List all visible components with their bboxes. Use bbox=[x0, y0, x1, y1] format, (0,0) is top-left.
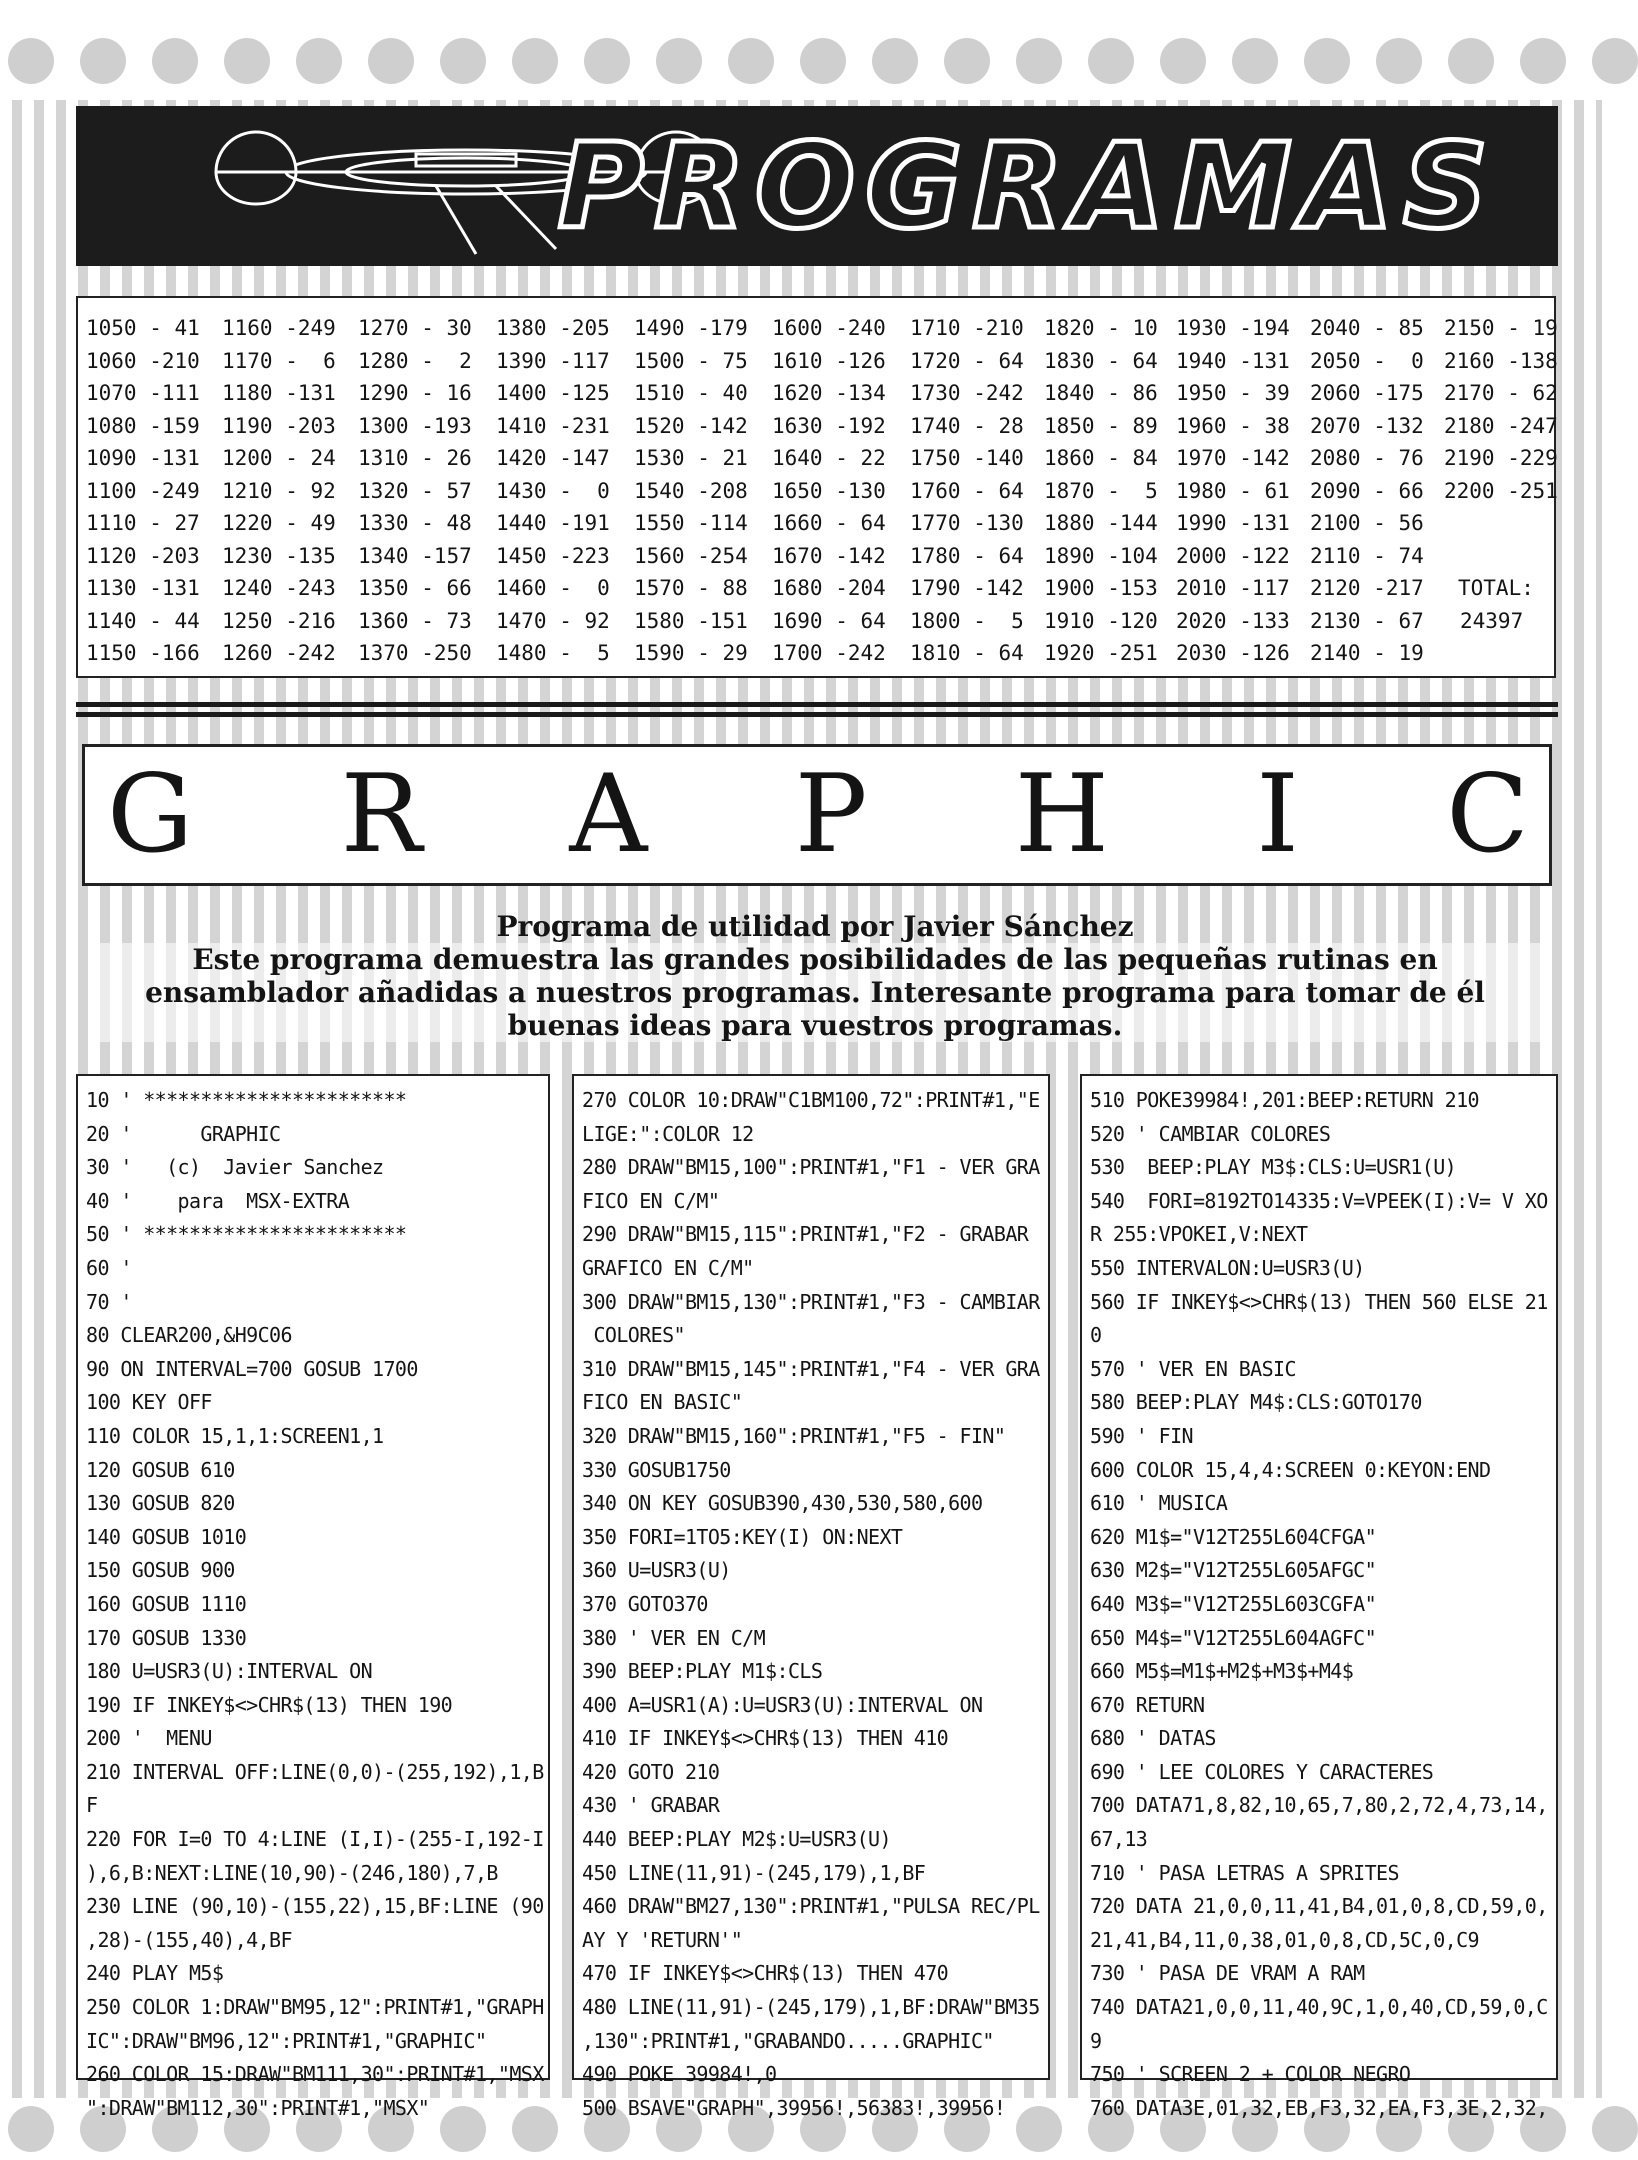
code-line: 680 ' DATAS bbox=[1090, 1726, 1216, 1751]
title-letter: H bbox=[1014, 752, 1109, 877]
code-line: 760 DATA3E,01,32,EB,F3,32,EA,F3,3E,2,32, bbox=[1090, 2095, 1548, 2120]
checksum-entry: 1590 - 29 bbox=[634, 641, 748, 665]
code-line: 40 ' para MSX-EXTRA bbox=[86, 1188, 350, 1213]
code-line: 200 ' MENU bbox=[86, 1726, 212, 1751]
checksum-entry: 2100 - 56 bbox=[1310, 511, 1424, 535]
checksum-entry: 1300 -193 bbox=[358, 413, 472, 438]
checksum-entry: 1110 - 27 bbox=[86, 511, 200, 535]
checksum-entry: 1090 -131 bbox=[86, 446, 200, 470]
code-line: 340 ON KEY GOSUB390,430,530,580,600 bbox=[582, 1491, 983, 1516]
code-line: IC":DRAW"BM96,12":PRINT#1,"GRAPHIC" bbox=[86, 2028, 487, 2053]
perforation-hole bbox=[152, 38, 198, 84]
code-line: 10 ' *********************** bbox=[86, 1088, 407, 1112]
code-line: 300 DRAW"BM15,130":PRINT#1,"F3 - CAMBIAR bbox=[582, 1289, 1040, 1314]
code-line: 9 bbox=[1090, 2028, 1102, 2053]
perforation-hole bbox=[1592, 2106, 1638, 2152]
code-line: 350 FORI=1TO5:KEY(I) ON:NEXT bbox=[582, 1524, 903, 1549]
checksum-entry: 1400 -125 bbox=[496, 381, 610, 405]
code-line: FICO EN C/M" bbox=[582, 1188, 720, 1213]
code-line: 50 ' *********************** bbox=[86, 1222, 407, 1247]
checksum-entry: 1970 -142 bbox=[1176, 446, 1290, 470]
code-line: 720 DATA 21,0,0,11,41,B4,01,0,8,CD,59,0, bbox=[1090, 1894, 1548, 1919]
checksum-entry: 1350 - 66 bbox=[358, 576, 472, 600]
checksum-column bbox=[496, 312, 610, 670]
checksum-entry: 1240 -243 bbox=[222, 576, 336, 600]
checksum-entry: 2120 -217 bbox=[1310, 576, 1424, 600]
code-line: 460 DRAW"BM27,130":PRINT#1,"PULSA REC/PL bbox=[582, 1894, 1040, 1919]
code-line: 420 GOTO 210 bbox=[582, 1759, 720, 1784]
code-line: LIGE:":COLOR 12 bbox=[582, 1121, 754, 1146]
code-line: 690 ' LEE COLORES Y CARACTERES bbox=[1090, 1759, 1434, 1784]
checksum-entry: 1060 -210 bbox=[86, 348, 200, 373]
checksum-column bbox=[222, 312, 336, 670]
perforation-hole bbox=[1304, 38, 1350, 84]
checksum-entry: 1600 -240 bbox=[772, 316, 886, 340]
checksum-entry: 1610 -126 bbox=[772, 348, 886, 373]
code-line: 180 U=USR3(U):INTERVAL ON bbox=[86, 1659, 373, 1684]
checksum-entry: 1370 -250 bbox=[358, 641, 472, 665]
checksum-entry: 1380 -205 bbox=[496, 316, 610, 340]
perforation-hole bbox=[1016, 38, 1062, 84]
checksum-entry: 1990 -131 bbox=[1176, 511, 1290, 535]
checksum-column bbox=[1310, 312, 1424, 670]
code-line: R 255:VPOKEI,V:NEXT bbox=[1090, 1222, 1308, 1247]
perforation-hole bbox=[80, 38, 126, 84]
checksum-entry: 2030 -126 bbox=[1176, 641, 1290, 665]
checksum-column bbox=[1176, 312, 1290, 670]
perforation-hole bbox=[944, 38, 990, 84]
author-line: Programa de utilidad por Javier Sánchez bbox=[496, 910, 1134, 943]
perforation-hole bbox=[1232, 38, 1278, 84]
checksum-entry: 2020 -133 bbox=[1176, 608, 1290, 633]
code-line: 750 ' SCREEN 2 + COLOR NEGRO bbox=[1090, 2062, 1411, 2087]
checksum-entry: 1360 - 73 bbox=[358, 608, 472, 633]
checksum-entry: 2190 -229 bbox=[1444, 446, 1558, 470]
checksum-entry: 1730 -242 bbox=[910, 381, 1024, 405]
checksum-entry: 1670 -142 bbox=[772, 543, 886, 568]
perforation-hole bbox=[512, 38, 558, 84]
checksum-entry: 1700 -242 bbox=[772, 641, 886, 665]
checksum-entry: 1680 -204 bbox=[772, 576, 886, 600]
code-line: 440 BEEP:PLAY M2$:U=USR3(U) bbox=[582, 1827, 891, 1852]
code-line: 0 bbox=[1090, 1323, 1102, 1348]
checksum-entry: 1310 - 26 bbox=[358, 446, 472, 470]
checksum-entry: 1560 -254 bbox=[634, 543, 748, 568]
code-line: 660 M5$=M1$+M2$+M3$+M4$ bbox=[1090, 1659, 1354, 1684]
perforation-hole bbox=[224, 38, 270, 84]
code-line: 330 GOSUB1750 bbox=[582, 1457, 731, 1482]
divider-rule bbox=[76, 712, 1558, 717]
checksum-entry: 1460 - 0 bbox=[496, 576, 610, 600]
perforation-hole bbox=[296, 38, 342, 84]
checksum-entry: 1780 - 64 bbox=[910, 543, 1024, 568]
checksum-entry: 2070 -132 bbox=[1310, 413, 1424, 438]
checksum-entry: 2130 - 67 bbox=[1310, 608, 1424, 633]
code-line: 520 ' CAMBIAR COLORES bbox=[1090, 1121, 1331, 1146]
checksum-entry: 1940 -131 bbox=[1176, 348, 1290, 373]
code-line: 90 ON INTERVAL=700 GOSUB 1700 bbox=[86, 1356, 418, 1381]
code-line: 210 INTERVAL OFF:LINE(0,0)-(255,192),1,B bbox=[86, 1759, 544, 1784]
checksum-entry: 1830 - 64 bbox=[1044, 348, 1158, 373]
checksum-entry: 1490 -179 bbox=[634, 316, 748, 340]
perforation-hole bbox=[8, 2106, 54, 2152]
checksum-entry: 1220 - 49 bbox=[222, 511, 336, 535]
code-line: 190 IF INKEY$<>CHR$(13) THEN 190 bbox=[86, 1692, 453, 1717]
checksum-entry: 1820 - 10 bbox=[1044, 316, 1158, 340]
title-letter: I bbox=[1256, 752, 1299, 877]
checksum-entry: 1920 -251 bbox=[1044, 641, 1158, 665]
checksum-entry: 2080 - 76 bbox=[1310, 446, 1424, 470]
code-line: 380 ' VER EN C/M bbox=[582, 1625, 766, 1650]
checksum-entry: 1180 -131 bbox=[222, 381, 336, 405]
code-listing-column-1 bbox=[76, 1074, 550, 2120]
code-line: 100 KEY OFF bbox=[86, 1390, 212, 1415]
code-line: 250 COLOR 1:DRAW"BM95,12":PRINT#1,"GRAPH bbox=[86, 1995, 544, 2020]
checksum-entry: 1710 -210 bbox=[910, 316, 1024, 340]
checksum-entry: 1850 - 89 bbox=[1044, 413, 1158, 438]
total-value: 24397 bbox=[1460, 608, 1524, 633]
program-title bbox=[85, 747, 1549, 883]
code-line: 60 ' bbox=[86, 1255, 132, 1280]
title-letter: A bbox=[569, 752, 648, 877]
code-line: 240 PLAY M5$ bbox=[86, 1961, 224, 1986]
checksum-entry: 1320 - 57 bbox=[358, 478, 472, 503]
code-line: 610 ' MUSICA bbox=[1090, 1491, 1228, 1516]
perforation-hole bbox=[1592, 38, 1638, 84]
checksum-entry: 1530 - 21 bbox=[634, 446, 748, 470]
checksum-entry: 1440 -191 bbox=[496, 511, 610, 535]
perforation-hole bbox=[584, 38, 630, 84]
checksum-entry: 1620 -134 bbox=[772, 381, 886, 405]
code-line: 710 ' PASA LETRAS A SPRITES bbox=[1090, 1860, 1399, 1885]
perforation-top bbox=[0, 0, 1602, 100]
code-line: 400 A=USR1(A):U=USR3(U):INTERVAL ON bbox=[582, 1692, 983, 1717]
code-line: 490 POKE 39984!,0 bbox=[582, 2062, 777, 2087]
code-line: 530 BEEP:PLAY M3$:CLS:U=USR1(U) bbox=[1090, 1155, 1457, 1180]
code-line: 70 ' bbox=[86, 1289, 132, 1314]
checksum-table bbox=[76, 296, 1556, 678]
checksum-entry: 1870 - 5 bbox=[1044, 478, 1158, 503]
checksum-entry: 2170 - 62 bbox=[1444, 381, 1558, 405]
checksum-entry: 1190 -203 bbox=[222, 413, 336, 438]
code-listing-column-3 bbox=[1080, 1074, 1558, 2120]
code-line: 640 M3$="V12T255L603CGFA" bbox=[1090, 1591, 1377, 1616]
checksum-column bbox=[772, 312, 886, 670]
code-line: ":DRAW"BM112,30":PRINT#1,"MSX" bbox=[86, 2095, 430, 2120]
code-line: 270 COLOR 10:DRAW"C1BM100,72":PRINT#1,"E bbox=[582, 1088, 1040, 1112]
perforation-hole bbox=[1088, 38, 1134, 84]
program-title-box bbox=[82, 744, 1552, 886]
perforation-hole bbox=[1448, 38, 1494, 84]
perforation-hole bbox=[800, 38, 846, 84]
code-line: 160 GOSUB 1110 bbox=[86, 1591, 247, 1616]
code-line: 470 IF INKEY$<>CHR$(13) THEN 470 bbox=[582, 1961, 949, 1986]
checksum-entry: 1550 -114 bbox=[634, 511, 748, 535]
code-line: 290 DRAW"BM15,115":PRINT#1,"F2 - GRABAR bbox=[582, 1222, 1029, 1247]
perforation-hole bbox=[728, 38, 774, 84]
checksum-entry: 2090 - 66 bbox=[1310, 478, 1424, 503]
checksum-entry: 1160 -249 bbox=[222, 316, 336, 340]
checksum-entry: 1260 -242 bbox=[222, 641, 336, 665]
checksum-entry: 1140 - 44 bbox=[86, 608, 200, 633]
perforation-hole bbox=[8, 38, 54, 84]
code-line: 510 POKE39984!,201:BEEP:RETURN 210 bbox=[1090, 1088, 1479, 1112]
checksum-entry: 1890 -104 bbox=[1044, 543, 1158, 568]
divider-rule bbox=[76, 702, 1558, 707]
checksum-entry: 1630 -192 bbox=[772, 413, 886, 438]
code-line: 20 ' GRAPHIC bbox=[86, 1121, 281, 1146]
code-line: 260 COLOR 15:DRAW"BM111,30":PRINT#1,"MSX bbox=[86, 2062, 544, 2087]
code-line: 500 BSAVE"GRAPH",39956!,56383!,39956! bbox=[582, 2095, 1006, 2120]
checksum-entry: 1270 - 30 bbox=[358, 316, 472, 340]
checksum-entry: 1960 - 38 bbox=[1176, 413, 1290, 438]
code-line: 30 ' (c) Javier Sanchez bbox=[86, 1155, 384, 1180]
checksum-entry: 1520 -142 bbox=[634, 413, 748, 438]
checksum-entry: 1580 -151 bbox=[634, 608, 748, 633]
code-line: 390 BEEP:PLAY M1$:CLS bbox=[582, 1659, 823, 1684]
checksum-entry: 2160 -138 bbox=[1444, 348, 1558, 373]
code-line: 410 IF INKEY$<>CHR$(13) THEN 410 bbox=[582, 1726, 949, 1751]
code-line: 310 DRAW"BM15,145":PRINT#1,"F4 - VER GRA bbox=[582, 1356, 1040, 1381]
checksum-entry: 2180 -247 bbox=[1444, 413, 1558, 438]
code-line: 580 BEEP:PLAY M4$:CLS:GOTO170 bbox=[1090, 1390, 1422, 1415]
section-title: PROGRAMAS bbox=[557, 117, 1498, 255]
checksum-entry: 1770 -130 bbox=[910, 511, 1024, 535]
code-line: 560 IF INKEY$<>CHR$(13) THEN 560 ELSE 21 bbox=[1090, 1289, 1548, 1314]
checksum-entry: 1650 -130 bbox=[772, 478, 886, 503]
code-line: AY Y 'RETURN'" bbox=[582, 1927, 743, 1952]
perforation-hole bbox=[1376, 38, 1422, 84]
checksum-entry: 1070 -111 bbox=[86, 381, 200, 405]
perforation-hole bbox=[368, 38, 414, 84]
checksum-entry: 1760 - 64 bbox=[910, 478, 1024, 503]
checksum-entry: 1200 - 24 bbox=[222, 446, 336, 470]
code-line: COLORES" bbox=[582, 1323, 685, 1348]
checksum-entry: 2060 -175 bbox=[1310, 381, 1424, 405]
code-line: 620 M1$="V12T255L604CFGA" bbox=[1090, 1524, 1377, 1549]
spacer bbox=[1444, 507, 1558, 572]
code-line: 540 FORI=8192TO14335:V=VPEEK(I):V= V XO bbox=[1090, 1188, 1548, 1213]
code-line: 600 COLOR 15,4,4:SCREEN 0:KEYON:END bbox=[1090, 1457, 1491, 1482]
checksum-entry: 1210 - 92 bbox=[222, 478, 336, 503]
checksum-entry: 1150 -166 bbox=[86, 641, 200, 665]
checksum-entry: 1080 -159 bbox=[86, 413, 200, 438]
code-line: 570 ' VER EN BASIC bbox=[1090, 1356, 1296, 1381]
checksum-column bbox=[634, 312, 748, 670]
checksum-entry: 1420 -147 bbox=[496, 446, 610, 470]
checksum-entry: 2040 - 85 bbox=[1310, 316, 1424, 340]
code-line: 230 LINE (90,10)-(155,22),15,BF:LINE (90 bbox=[86, 1894, 544, 1919]
checksum-column bbox=[1044, 312, 1158, 670]
checksum-entry: 1790 -142 bbox=[910, 576, 1024, 600]
checksum-entry: 1930 -194 bbox=[1176, 316, 1290, 340]
title-letter: C bbox=[1446, 752, 1529, 877]
code-line: 150 GOSUB 900 bbox=[86, 1558, 235, 1583]
checksum-entry: 1720 - 64 bbox=[910, 348, 1024, 373]
code-line: 430 ' GRABAR bbox=[582, 1793, 720, 1818]
code-line: 450 LINE(11,91)-(245,179),1,BF bbox=[582, 1860, 926, 1885]
title-letter: P bbox=[794, 752, 868, 877]
code-line: 67,13 bbox=[1090, 1827, 1148, 1852]
checksum-column bbox=[358, 312, 472, 670]
checksum-entry: 1500 - 75 bbox=[634, 348, 748, 373]
checksum-entry: 2140 - 19 bbox=[1310, 641, 1424, 665]
checksum-entry: 2110 - 74 bbox=[1310, 543, 1424, 568]
code-line: 480 LINE(11,91)-(245,179),1,BF:DRAW"BM35 bbox=[582, 1995, 1040, 2020]
code-listing-column-2 bbox=[572, 1074, 1050, 2120]
code-line: F bbox=[86, 1793, 98, 1818]
checksum-entry: 1690 - 64 bbox=[772, 608, 886, 633]
checksum-entry: 1120 -203 bbox=[86, 543, 200, 568]
title-letter: G bbox=[107, 752, 194, 877]
code-line: 120 GOSUB 610 bbox=[86, 1457, 235, 1482]
checksum-entry: 1340 -157 bbox=[358, 543, 472, 568]
checksum-entry: 1900 -153 bbox=[1044, 576, 1158, 600]
code-line: 170 GOSUB 1330 bbox=[86, 1625, 247, 1650]
checksum-column bbox=[1444, 312, 1558, 637]
checksum-entry: 1480 - 5 bbox=[496, 641, 610, 665]
code-line: 590 ' FIN bbox=[1090, 1423, 1193, 1448]
perforation-hole bbox=[656, 38, 702, 84]
code-line: 650 M4$="V12T255L604AGFC" bbox=[1090, 1625, 1377, 1650]
code-line: FICO EN BASIC" bbox=[582, 1390, 743, 1415]
code-line: 280 DRAW"BM15,100":PRINT#1,"F1 - VER GRA bbox=[582, 1155, 1040, 1180]
checksum-entry: 1290 - 16 bbox=[358, 381, 472, 405]
checksum-entry: 1570 - 88 bbox=[634, 576, 748, 600]
checksum-entry: 1540 -208 bbox=[634, 478, 748, 503]
checksum-entry: 1510 - 40 bbox=[634, 381, 748, 405]
code-line: 320 DRAW"BM15,160":PRINT#1,"F5 - FIN" bbox=[582, 1423, 1006, 1448]
code-line: 550 INTERVALON:U=USR3(U) bbox=[1090, 1255, 1365, 1280]
checksum-entry: 1750 -140 bbox=[910, 446, 1024, 470]
code-line: 220 FOR I=0 TO 4:LINE (I,I)-(255-I,192-I bbox=[86, 1827, 544, 1852]
code-line: GRAFICO EN C/M" bbox=[582, 1255, 754, 1280]
checksum-column bbox=[86, 312, 200, 670]
code-line: ),6,B:NEXT:LINE(10,90)-(246,180),7,B bbox=[86, 1860, 498, 1885]
checksum-entry: 2000 -122 bbox=[1176, 543, 1290, 568]
program-intro bbox=[90, 910, 1540, 1042]
checksum-entry: 2150 - 19 bbox=[1444, 316, 1558, 340]
checksum-entry: 2050 - 0 bbox=[1310, 348, 1424, 373]
code-line: 110 COLOR 15,1,1:SCREEN1,1 bbox=[86, 1423, 384, 1448]
checksum-entry: 1470 - 92 bbox=[496, 608, 610, 633]
code-line: 700 DATA71,8,82,10,65,7,80,2,72,4,73,14, bbox=[1090, 1793, 1548, 1818]
checksum-entry: 1130 -131 bbox=[86, 576, 200, 600]
code-line: 140 GOSUB 1010 bbox=[86, 1524, 247, 1549]
perforation-hole bbox=[872, 38, 918, 84]
checksum-entry: 1050 - 41 bbox=[86, 316, 200, 340]
code-line: 670 RETURN bbox=[1090, 1692, 1205, 1717]
checksum-entry: 1950 - 39 bbox=[1176, 381, 1290, 405]
code-line: ,130":PRINT#1,"GRABANDO.....GRAPHIC" bbox=[582, 2028, 994, 2053]
checksum-entry: 1860 - 84 bbox=[1044, 446, 1158, 470]
code-line: 130 GOSUB 820 bbox=[86, 1491, 235, 1516]
code-line: 370 GOTO370 bbox=[582, 1591, 708, 1616]
code-line: 80 CLEAR200,&H9C06 bbox=[86, 1323, 292, 1348]
checksum-entry: 1430 - 0 bbox=[496, 478, 610, 503]
checksum-entry: 1640 - 22 bbox=[772, 446, 886, 470]
code-line: 730 ' PASA DE VRAM A RAM bbox=[1090, 1961, 1365, 1986]
checksum-entry: 1230 -135 bbox=[222, 543, 336, 568]
checksum-entry: 1250 -216 bbox=[222, 608, 336, 633]
checksum-entry: 1100 -249 bbox=[86, 478, 200, 503]
checksum-entry: 1880 -144 bbox=[1044, 511, 1158, 535]
description: Este programa demuestra las grandes posibilidades de las pequeñas rutinas en ensamblador añadidas a nuestros programas. Interesante programa para tomar de él buenas ideas para vuestros programas. bbox=[90, 943, 1540, 1042]
checksum-column bbox=[910, 312, 1024, 670]
code-line: 630 M2$="V12T255L605AFGC" bbox=[1090, 1558, 1377, 1583]
code-line: ,28)-(155,40),4,BF bbox=[86, 1927, 292, 1952]
checksum-entry: 1840 - 86 bbox=[1044, 381, 1158, 405]
checksum-entry: 1280 - 2 bbox=[358, 348, 472, 373]
checksum-entry: 1810 - 64 bbox=[910, 641, 1024, 665]
checksum-entry: 1980 - 61 bbox=[1176, 478, 1290, 503]
checksum-entry: 1330 - 48 bbox=[358, 511, 472, 535]
perforation-hole bbox=[1520, 38, 1566, 84]
perforation-hole bbox=[440, 38, 486, 84]
total-label: TOTAL: bbox=[1458, 576, 1534, 600]
checksum-entry: 2010 -117 bbox=[1176, 576, 1290, 600]
checksum-entry: 1800 - 5 bbox=[910, 608, 1024, 633]
title-letter: R bbox=[340, 752, 422, 877]
code-line: 21,41,B4,11,0,38,01,0,8,CD,5C,0,C9 bbox=[1090, 1927, 1479, 1952]
checksum-entry: 1910 -120 bbox=[1044, 608, 1158, 633]
checksum-entry: 1660 - 64 bbox=[772, 511, 886, 535]
checksum-entry: 1390 -117 bbox=[496, 348, 610, 373]
code-line: 360 U=USR3(U) bbox=[582, 1558, 731, 1583]
checksum-entry: 2200 -251 bbox=[1444, 478, 1558, 503]
code-line: 740 DATA21,0,0,11,40,9C,1,0,40,CD,59,0,C bbox=[1090, 1995, 1548, 2020]
perforation-hole bbox=[1160, 38, 1206, 84]
checksum-entry: 1170 - 6 bbox=[222, 348, 336, 373]
checksum-entry: 1410 -231 bbox=[496, 413, 610, 438]
checksum-entry: 1450 -223 bbox=[496, 543, 610, 568]
checksum-entry: 1740 - 28 bbox=[910, 413, 1024, 438]
section-banner bbox=[76, 106, 1558, 266]
